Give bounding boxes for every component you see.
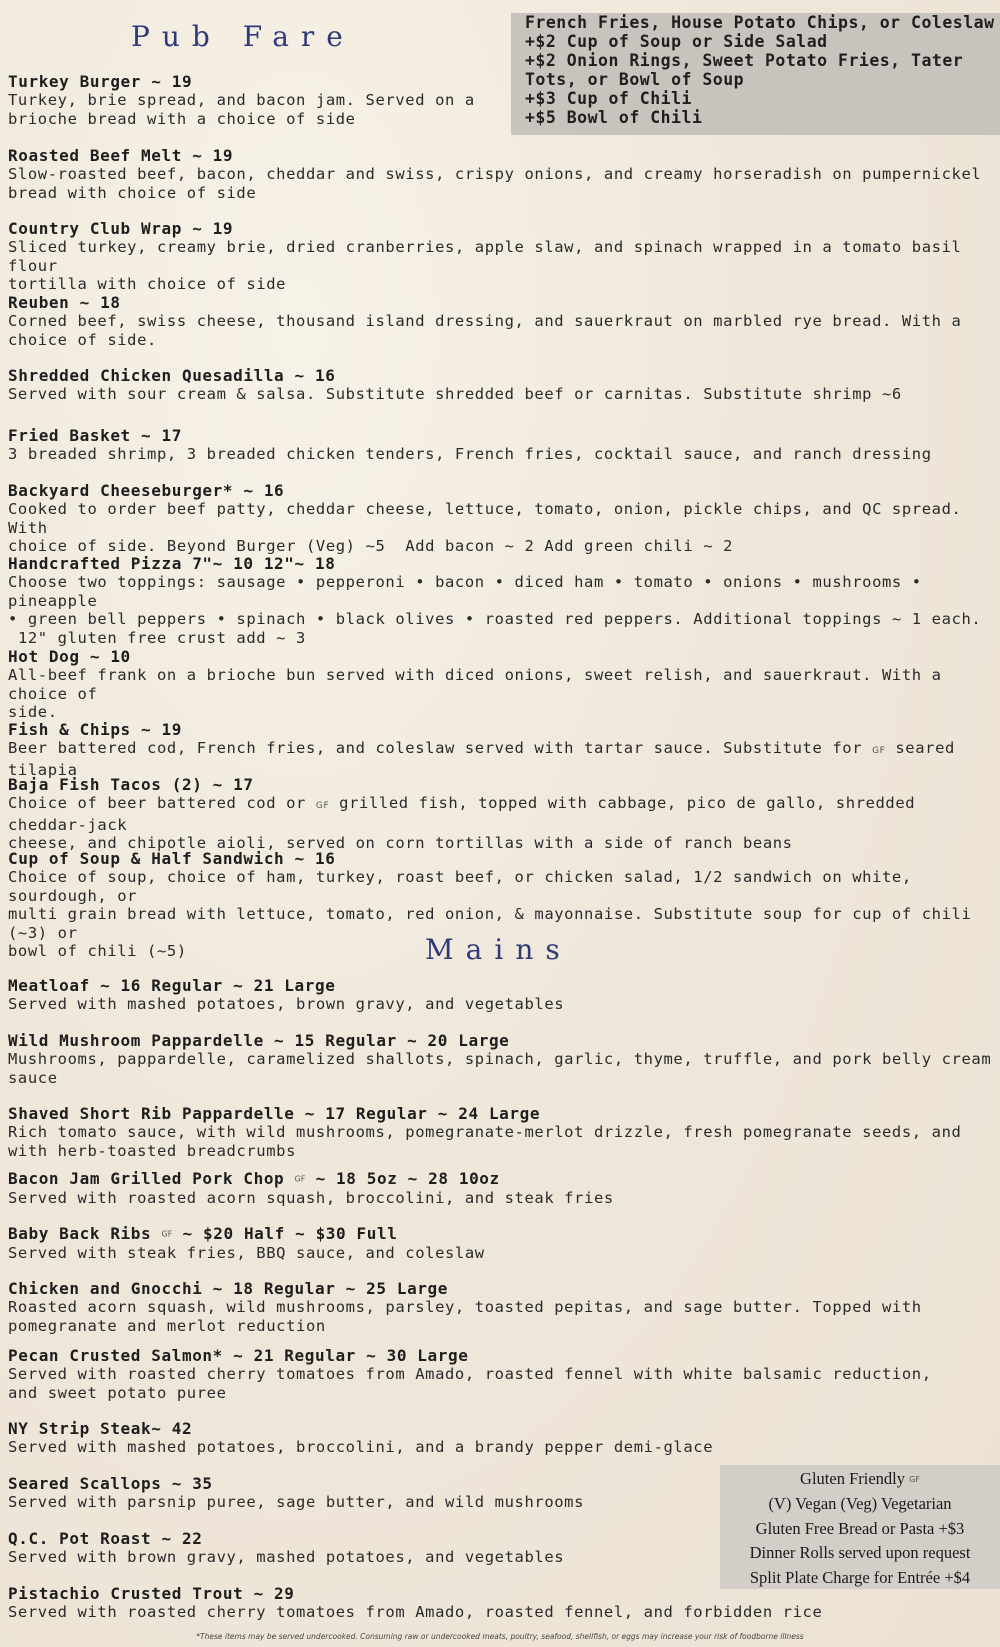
menu-item-fried-basket [8, 427, 998, 464]
legend-label: Gluten Friendly [800, 1469, 905, 1488]
item-description: Rich tomato sauce, with wild mushrooms, pomegranate-merlot drizzle, fresh pomegranate seeds, and with herb-toasted breadcrumbs [8, 1123, 962, 1160]
item-name: Seared Scallops ~ 35 [8, 1474, 213, 1493]
item-name: Pecan Crusted Salmon* ~ 21 Regular ~ 30 Large [8, 1346, 469, 1365]
item-name: Shredded Chicken Quesadilla ~ 16 [8, 366, 336, 385]
legend-dinner-rolls: Dinner Rolls served upon request [749, 1543, 971, 1563]
legend-gf-bread: Gluten Free Bread or Pasta +$3 [755, 1518, 965, 1538]
menu-item-reuben [8, 294, 998, 349]
menu-item-fish-and-chips [8, 721, 998, 779]
item-name [8, 1225, 998, 1244]
sides-line: +$2 Onion Rings, Sweet Potato Fries, Tater [525, 51, 964, 70]
item-description: Turkey, brie spread, and bacon jam. Served on a brioche bread with a choice of side [8, 91, 475, 128]
item-name: Cup of Soup & Half Sandwich ~ 16 [8, 849, 336, 868]
menu-item-short-rib-pappardelle [8, 1105, 998, 1160]
item-description: Served with roasted cherry tomatoes from Amado, roasted fennel, and forbidden rice [8, 1603, 823, 1622]
item-name: Handcrafted Pizza 7"~ 10 12"~ 18 [8, 554, 336, 573]
item-name: Q.C. Pot Roast ~ 22 [8, 1529, 203, 1548]
item-description: Served with sour cream & salsa. Substitute shredded beef or carnitas. Substitute shrimp ~6 [8, 385, 902, 404]
menu-item-backyard-cheeseburger [8, 482, 998, 556]
item-description: Choose two toppings: sausage • pepperoni • bacon • diced ham • tomato • onions • mushrooms • pineapple • green bell peppers • spinach • black olives • roasted red peppers. Additional toppings ~ 1 each. 12" gluten free crust add ~ 3 [8, 573, 982, 647]
name-part: ~ 18 5oz ~ 28 10oz [305, 1169, 500, 1188]
menu-item-quesadilla [8, 367, 998, 404]
menu-item-pork-chop [8, 1170, 998, 1207]
menu-item-handcrafted-pizza [8, 555, 998, 647]
sides-line: +$2 Cup of Soup or Side Salad [525, 32, 828, 51]
item-description: Mushrooms, pappardelle, caramelized shallots, spinach, garlic, thyme, truffle, and pork belly cream sauce [8, 1050, 992, 1087]
item-description: Served with roasted acorn squash, broccolini, and steak fries [8, 1188, 614, 1207]
undercooked-disclaimer: *These items may be served undercooked. Consuming raw or undercooked meats, poultry, seafood, shellfish, or eggs may increase your risk of foodborne illness [196, 1632, 804, 1641]
item-name: Reuben ~ 18 [8, 293, 121, 312]
menu-item-chicken-gnocchi [8, 1280, 998, 1335]
item-name: Fish & Chips ~ 19 [8, 720, 182, 739]
item-description: Served with brown gravy, mashed potatoes, and vegetables [8, 1548, 565, 1567]
gluten-friendly-icon: GF [315, 801, 330, 812]
menu-item-baby-back-ribs [8, 1225, 998, 1262]
legend-gluten-friendly [720, 1467, 1000, 1492]
menu-item-baja-fish-tacos [8, 776, 998, 853]
item-name: Hot Dog ~ 10 [8, 647, 131, 666]
item-name [8, 1170, 998, 1189]
item-name: Wild Mushroom Pappardelle ~ 15 Regular ~ 20 Large [8, 1031, 510, 1050]
name-part: Bacon Jam Grilled Pork Chop [8, 1169, 295, 1188]
item-description: Slow-roasted beef, bacon, cheddar and swiss, crispy onions, and creamy horseradish on pumpernickel bread with choice of side [8, 165, 982, 202]
item-description: Served with parsnip puree, sage butter, and wild mushrooms [8, 1493, 585, 1512]
item-description: Choice of soup, choice of ham, turkey, roast beef, or chicken salad, 1/2 sandwich on white, sourdough, or multi grain bread with lettuce, tomato, red onion, & mayonnaise. Substitute soup for cup of chili (~3) or bowl of chili (~5) [8, 868, 972, 961]
menu-item-meatloaf [8, 977, 998, 1014]
menu-item-roasted-beef-melt [8, 147, 998, 202]
item-name: Backyard Cheeseburger* ~ 16 [8, 481, 285, 500]
item-description: Roasted acorn squash, wild mushrooms, parsley, toasted pepitas, and sage butter. Topped with pomegranate and merlot reduction [8, 1298, 922, 1335]
name-part: ~ $20 Half ~ $30 Full [172, 1224, 398, 1243]
sides-line: French Fries, House Potato Chips, or Coleslaw [525, 13, 995, 32]
item-description: Cooked to order beef patty, cheddar cheese, lettuce, tomato, onion, pickle chips, and QC spread. With choice of side. Beyond Burger (Veg) ~5 Add bacon ~ 2 Add green chili ~ 2 [8, 500, 962, 556]
menu-item-pistachio-trout [8, 1585, 998, 1622]
desc-part: Beer battered cod, French fries, and coleslaw served with tartar sauce. Substitute for [8, 739, 873, 758]
item-description [8, 739, 998, 779]
sides-line: +$5 Bowl of Chili [525, 108, 703, 127]
sides-line: +$3 Cup of Chili [525, 89, 692, 108]
name-part: Baby Back Ribs [8, 1224, 162, 1243]
gluten-friendly-icon: GF [294, 1174, 306, 1184]
menu-item-country-club-wrap [8, 220, 998, 294]
gluten-friendly-icon: GF [872, 746, 886, 757]
menu-item-hot-dog [8, 648, 998, 722]
desc-part: seared tilapia [8, 739, 965, 779]
item-name: Fried Basket ~ 17 [8, 426, 182, 445]
item-name: Turkey Burger ~ 19 [8, 72, 193, 91]
item-description: Served with mashed potatoes, brown gravy, and vegetables [8, 995, 565, 1014]
sides-line: Tots, or Bowl of Soup [525, 70, 745, 89]
menu-item-turkey-burger [8, 73, 998, 128]
item-description: Served with steak fries, BBQ sauce, and coleslaw [8, 1243, 485, 1262]
item-name: Baja Fish Tacos (2) ~ 17 [8, 775, 254, 794]
item-name: Pistachio Crusted Trout ~ 29 [8, 1584, 295, 1603]
item-description: Served with roasted cherry tomatoes from Amado, roasted fennel with white balsamic reduction, and sweet potato puree [8, 1365, 932, 1402]
gluten-friendly-icon: GF [161, 1229, 173, 1239]
item-description: 3 breaded shrimp, 3 breaded chicken tenders, French fries, cocktail sauce, and ranch dressing [8, 445, 932, 464]
pub-fare-heading: Pub Fare [131, 20, 355, 53]
item-name: Chicken and Gnocchi ~ 18 Regular ~ 25 Large [8, 1279, 449, 1298]
desc-part: grilled fish, topped with cabbage, pico de gallo, shredded cheddar-jack cheese, and chipotle aioli, served on corn tortillas with a side of ranch beans [8, 794, 916, 853]
item-description [8, 794, 998, 852]
menu-item-ny-strip [8, 1420, 998, 1457]
legend-vegan-vegetarian: (V) Vegan (Veg) Vegetarian [768, 1494, 952, 1514]
item-description: Served with mashed potatoes, broccolini, and a brandy pepper demi-glace [8, 1438, 714, 1457]
item-name: Meatloaf ~ 16 Regular ~ 21 Large [8, 976, 336, 995]
legend-box [720, 1465, 1000, 1589]
item-description: All-beef frank on a brioche bun served with diced onions, sweet relish, and sauerkraut. With a choice of side. [8, 666, 942, 722]
mains-heading: Mains [425, 933, 572, 966]
item-name: Roasted Beef Melt ~ 19 [8, 146, 234, 165]
legend-split-plate: Split Plate Charge for Entrée +$4 [749, 1567, 971, 1587]
item-name: Country Club Wrap ~ 19 [8, 219, 234, 238]
item-name: NY Strip Steak~ 42 [8, 1419, 193, 1438]
item-description: Sliced turkey, creamy brie, dried cranberries, apple slaw, and spinach wrapped in a tomato basil flour tortilla with choice of side [8, 238, 962, 294]
menu-item-pecan-salmon [8, 1347, 998, 1402]
gluten-friendly-icon: GF [909, 1474, 920, 1484]
menu-item-wild-mushroom-pappardelle [8, 1032, 998, 1087]
desc-part: Choice of beer battered cod or [8, 794, 316, 813]
item-description: Corned beef, swiss cheese, thousand island dressing, and sauerkraut on marbled rye bread. With a choice of side. [8, 312, 962, 349]
item-name: Shaved Short Rib Pappardelle ~ 17 Regular ~ 24 Large [8, 1104, 541, 1123]
